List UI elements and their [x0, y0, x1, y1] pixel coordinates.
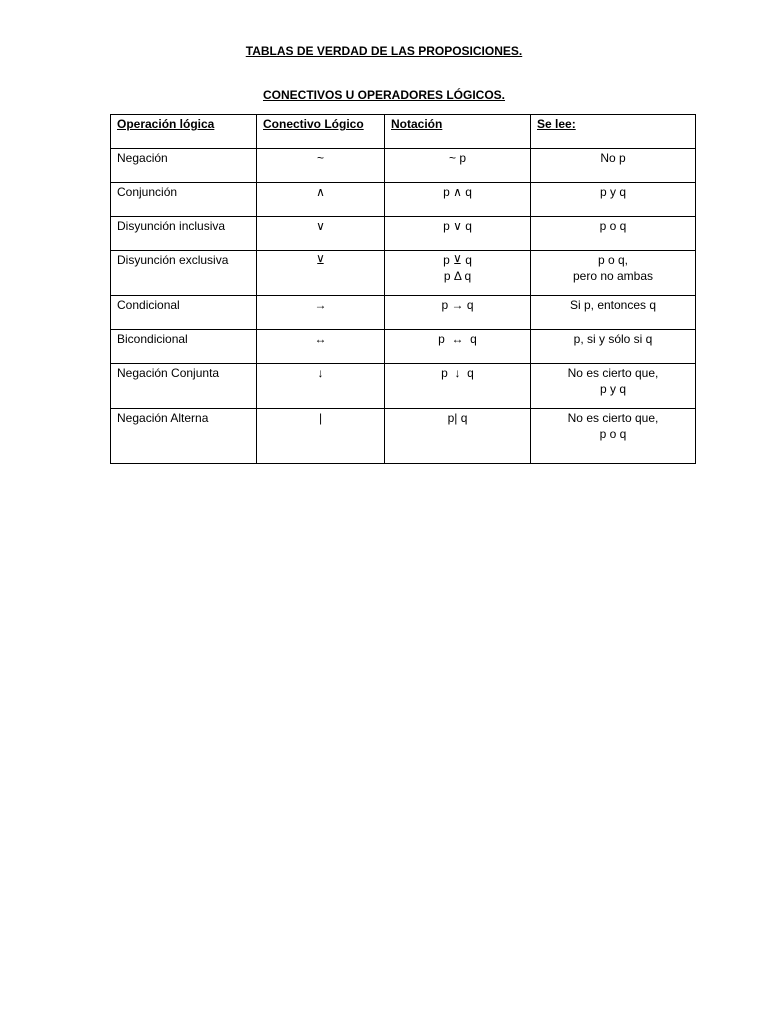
reading-cell — [531, 409, 696, 464]
notation-line: p → q — [441, 298, 474, 312]
connective-cell: ⊻ — [257, 251, 385, 296]
connective-cell: ↔ — [257, 330, 385, 364]
notation-cell — [385, 330, 531, 364]
connective-cell: | — [257, 409, 385, 464]
table-row — [111, 217, 696, 251]
reading-cell — [531, 251, 696, 296]
notation-cell — [385, 296, 531, 330]
header-notation: Notación — [385, 115, 531, 149]
notation-cell — [385, 149, 531, 183]
notation-line: p ∨ q — [443, 219, 472, 233]
reading-cell — [531, 330, 696, 364]
operation-cell: Conjunción — [111, 183, 257, 217]
notation-line: p ∧ q — [443, 185, 472, 199]
table-row — [111, 149, 696, 183]
connective-cell: ~ — [257, 149, 385, 183]
reading-line: Si p, entonces q — [569, 298, 657, 312]
reading-cell — [531, 296, 696, 330]
notation-cell — [385, 183, 531, 217]
table-row — [111, 330, 696, 364]
reading-cell — [531, 149, 696, 183]
table-row — [111, 409, 696, 464]
notation-line: p Δ q — [443, 269, 472, 283]
header-operation: Operación lógica — [111, 115, 257, 149]
reading-line: p y q — [599, 382, 626, 396]
reading-line: p y q — [599, 185, 626, 199]
notation-line: p ↓ q — [441, 366, 474, 380]
notation-line: ~ p — [448, 151, 466, 165]
operation-cell: Negación Alterna — [111, 409, 257, 464]
notation-line: p| q — [447, 411, 468, 425]
operation-cell: Bicondicional — [111, 330, 257, 364]
notation-cell — [385, 409, 531, 464]
connective-cell: ∨ — [257, 217, 385, 251]
logical-connectives-table — [110, 114, 696, 464]
document-subtitle: CONECTIVOS U OPERADORES LÓGICOS. — [262, 88, 506, 102]
reading-cell — [531, 217, 696, 251]
table-row — [111, 251, 696, 296]
notation-line: p ⊻ q — [443, 253, 472, 267]
operation-cell: Condicional — [111, 296, 257, 330]
reading-line: No es cierto que, — [567, 411, 659, 425]
reading-line: No es cierto que, — [567, 366, 659, 380]
header-connective: Conectivo Lógico — [257, 115, 385, 149]
reading-cell — [531, 183, 696, 217]
notation-cell — [385, 217, 531, 251]
notation-cell — [385, 364, 531, 409]
operation-cell: Negación — [111, 149, 257, 183]
operation-cell: Negación Conjunta — [111, 364, 257, 409]
reading-line: No p — [600, 151, 626, 165]
connective-cell: ↓ — [257, 364, 385, 409]
reading-line: p o q, — [597, 253, 629, 267]
reading-line: p o q — [599, 219, 627, 233]
operation-cell: Disyunción inclusiva — [111, 217, 257, 251]
table-row — [111, 296, 696, 330]
table-header-row — [111, 115, 696, 149]
reading-line: pero no ambas — [572, 269, 654, 283]
table-row — [111, 364, 696, 409]
notation-cell — [385, 251, 531, 296]
reading-cell — [531, 364, 696, 409]
notation-line: p ↔ q — [438, 332, 477, 346]
connective-cell: ∧ — [257, 183, 385, 217]
table-row — [111, 183, 696, 217]
connective-cell: → — [257, 296, 385, 330]
document-title: TABLAS DE VERDAD DE LAS PROPOSICIONES. — [245, 44, 523, 58]
header-reading: Se lee: — [531, 115, 696, 149]
operation-cell: Disyunción exclusiva — [111, 251, 257, 296]
reading-line: p o q — [599, 427, 627, 441]
reading-line: p, si y sólo si q — [573, 332, 653, 346]
